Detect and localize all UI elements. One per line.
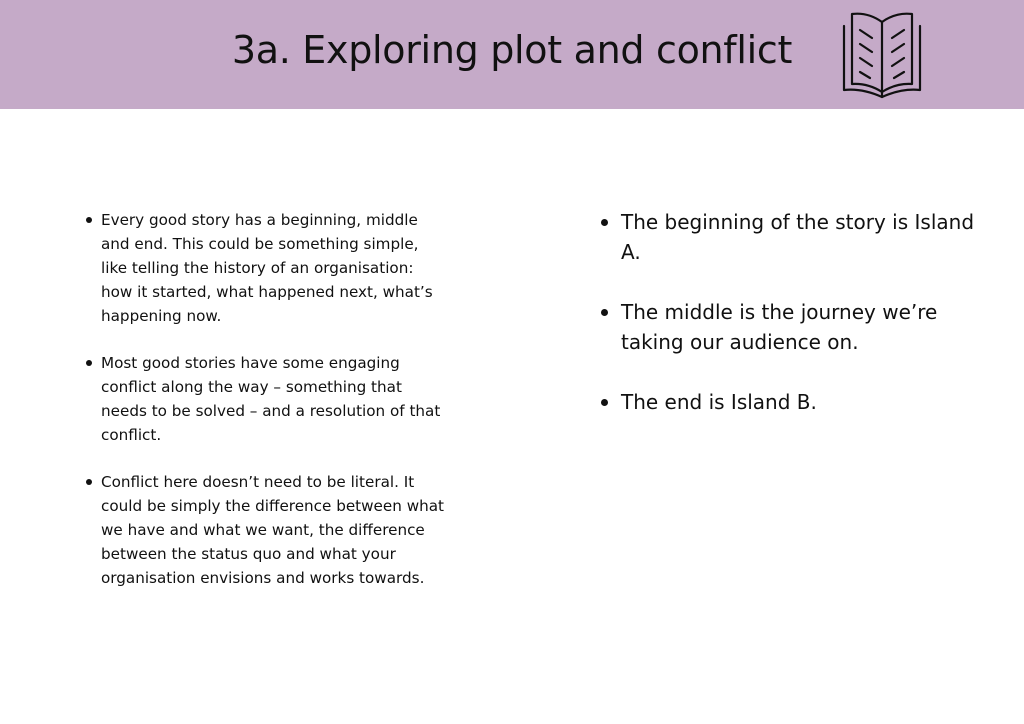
left-bullet-list	[101, 208, 446, 613]
list-item: The end is Island B.	[621, 387, 981, 417]
list-item: The beginning of the story is Island A.	[621, 207, 981, 267]
open-book-icon	[840, 10, 924, 100]
list-item: The middle is the journey we’re taking our audience on.	[621, 297, 981, 357]
list-item: Every good story has a beginning, middle and end. This could be something simple, like telling the history of an organisation: how it started, what happened next, what’s happening now.	[101, 208, 446, 328]
list-item: Conflict here doesn’t need to be literal. It could be simply the difference between what we have and what we want, the difference between the status quo and what your organisation envisions and works towards.	[101, 470, 446, 590]
page-title: 3a. Exploring plot and conflict	[231, 28, 793, 72]
header-banner	[0, 0, 1024, 109]
list-item: Most good stories have some engaging conflict along the way – something that needs to be solved – and a resolution of that conflict.	[101, 351, 446, 447]
right-bullet-list	[621, 207, 981, 447]
